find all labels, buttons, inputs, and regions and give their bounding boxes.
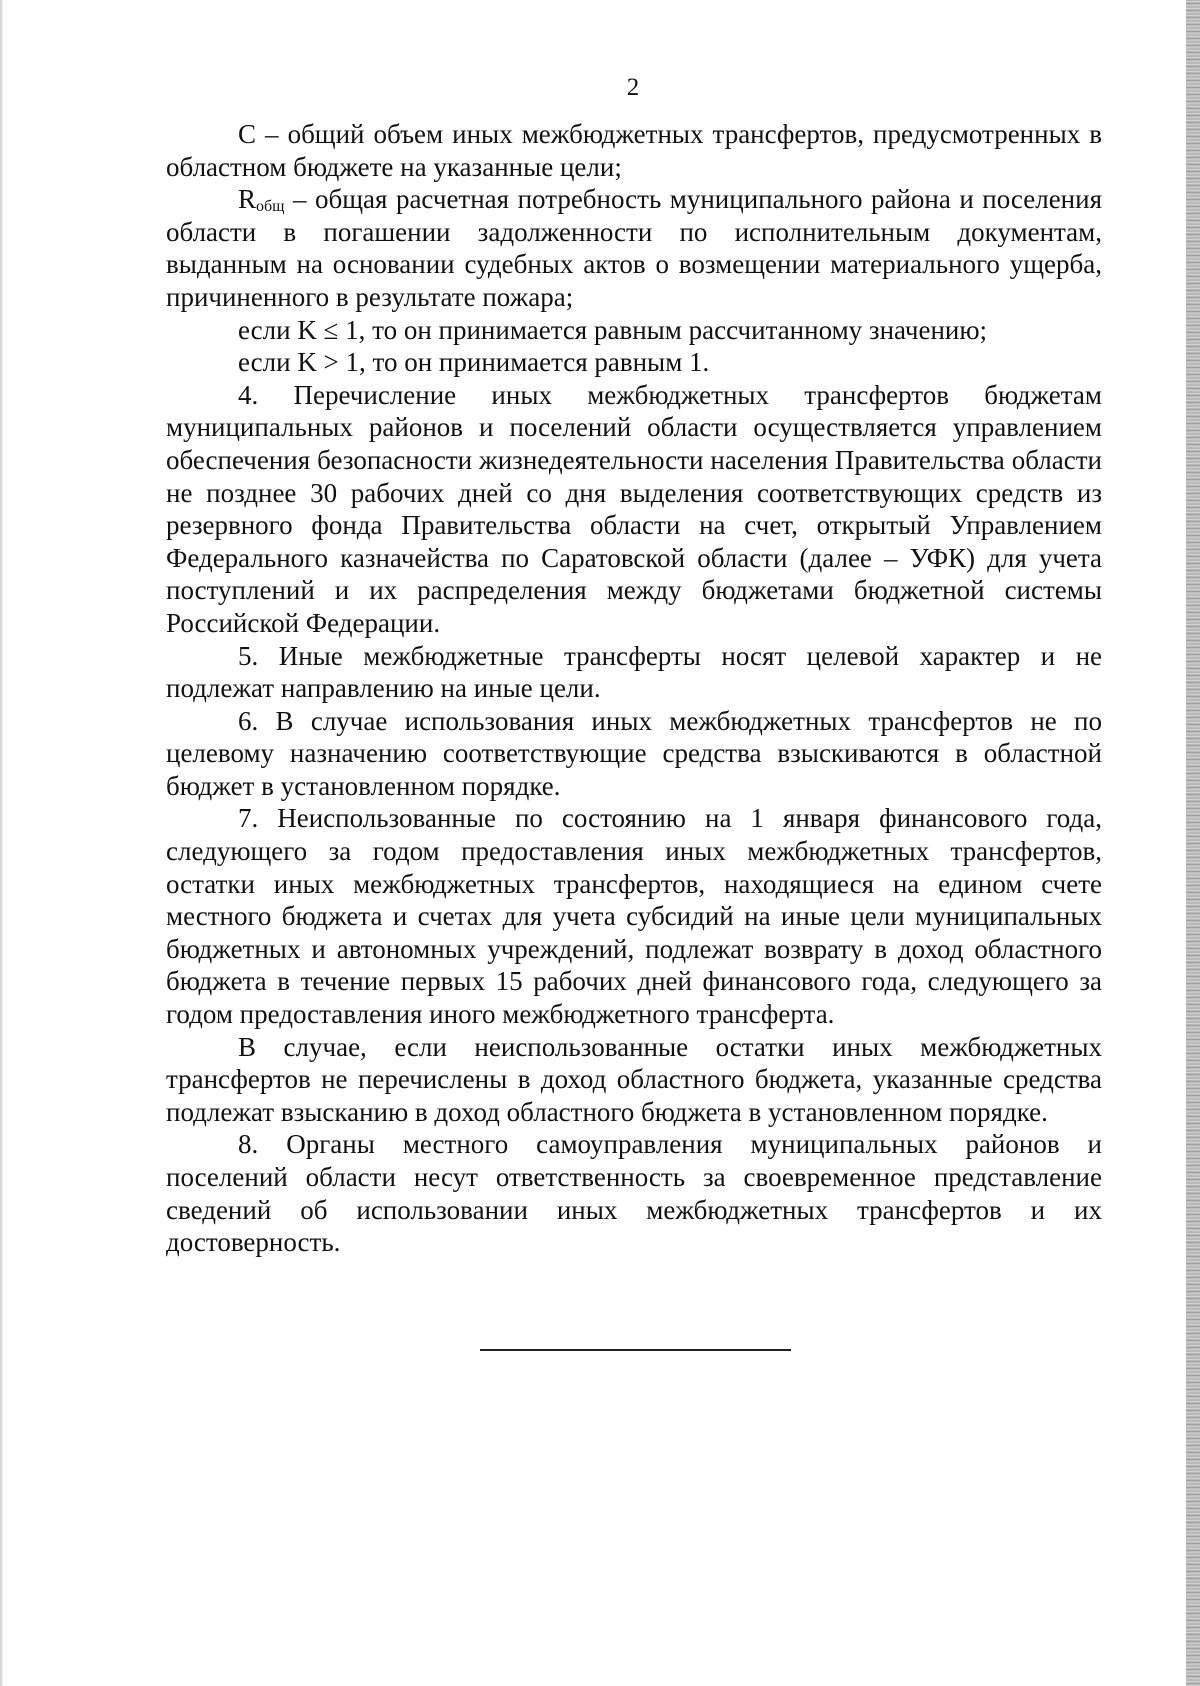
paragraph-item-4: 4. Перечисление иных межбюджетных трансфертов бюджетам муниципальных районов и поселений области осуществляется управлением обеспечения безопасности жизнедеятельности населения Правительства области не позднее 30 рабочих дней со дня выделения соответствующих средств из резервного фонда Правительства области на счет, открытый Управлением Федерального казначейства по Саратовской области (далее – УФК) для учета поступлений и их распределения между бюджетами бюджетной системы Российской Федерации.	[166, 379, 1102, 638]
scan-right-edge	[1186, 0, 1200, 1686]
paragraph-item-6: 6. В случае использования иных межбюджетных трансфертов не по целевому назначению соответствующие средства взыскиваются в областной бюджет в установленном порядке.	[166, 705, 1102, 801]
scan-left-edge	[0, 0, 3, 1686]
page-number: 2	[626, 74, 640, 101]
paragraph-item-7-continued: В случае, если неиспользованные остатки иных межбюджетных трансфертов не перечислены в доход областного бюджета, указанные средства подлежат взысканию в доход областного бюджета в установленном порядке.	[166, 1031, 1102, 1127]
paragraph-item-5: 5. Иные межбюджетные трансферты носят целевой характер и не подлежат направлению на иные цели.	[166, 640, 1102, 704]
paragraph-item-8: 8. Органы местного самоуправления муниципальных районов и поселений области несут ответственность за своевременное представление сведений об использовании иных межбюджетных трансфертов и их достоверность.	[166, 1129, 1102, 1258]
paragraph-item-7: 7. Неиспользованные по состоянию на 1 января финансового года, следующего за годом предоставления иных межбюджетных трансфертов, остатки иных межбюджетных трансфертов, находящиеся на едином счете местного бюджета и счетах для учета субсидий на иные цели муниципальных бюджетных и автономных учреждений, подлежат возврату в доход областного бюджета в течение первых 15 рабочих дней финансового года, следующего за годом предоставления иного межбюджетного трансферта.	[166, 803, 1102, 1030]
document-body	[166, 118, 1102, 1259]
end-of-document-line	[480, 1349, 791, 1351]
paragraph-k-gt-one: если K > 1, то он принимается равным 1.	[238, 347, 710, 378]
paragraph-c-definition: С – общий объем иных межбюджетных трансфертов, предусмотренных в областном бюджете на указанные цели;	[166, 119, 1102, 182]
r-symbol: R	[238, 184, 257, 215]
paragraph-r-definition	[166, 183, 1102, 313]
r-definition-text: – общая расчетная потребность муниципального района и поселения области в погашении задолженности по исполнительным документам, выданным на основании судебных актов о возмещении материального ущерба, причиненного в результате пожара;	[166, 184, 1102, 312]
paragraph-k-le-one: если K ≤ 1, то он принимается равным рассчитанному значению;	[238, 314, 988, 345]
r-subscript: общ	[256, 198, 285, 216]
